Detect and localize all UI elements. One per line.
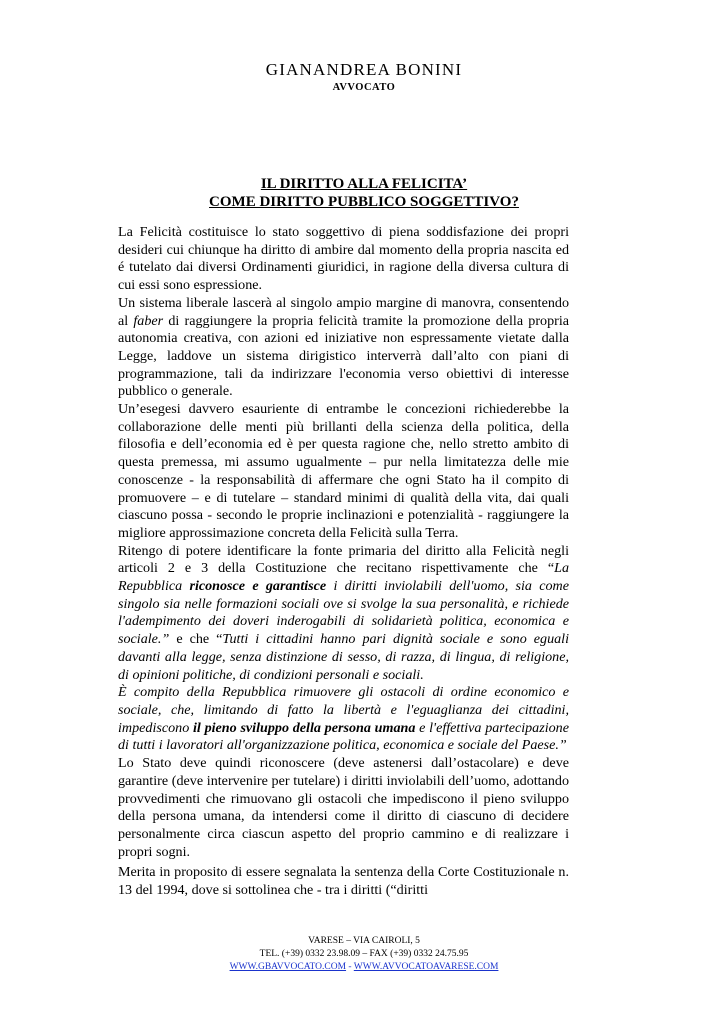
footer-links bbox=[0, 961, 728, 974]
p4-bold-italic: riconosce e garantisce bbox=[189, 578, 327, 595]
paragraph-7: Merita in proposito di essere segnalata la sentenza della Corte Costituzionale n. 13 del 1994, dove si sottolinea che - tra i diritti (“diritti bbox=[118, 864, 569, 899]
footer bbox=[0, 935, 728, 974]
footer-link-avvocatoavarese[interactable]: WWW.AVVOCATOAVARESE.COM bbox=[353, 962, 499, 972]
p4-quote-art2-end: i diritti inviolabili dell'uomo, sia come singolo sia nelle formazioni sociali ove si svolge la sua personalità, e richiede l'adempimento dei doveri inderogabili di solidarietà politica, economica e sociale.” bbox=[118, 578, 569, 648]
footer-link-separator: - bbox=[346, 962, 354, 972]
paragraph-2 bbox=[118, 295, 569, 401]
footer-link-gbavvocato[interactable]: WWW.GBAVVOCATO.COM bbox=[229, 962, 347, 972]
paragraph-4 bbox=[118, 543, 569, 685]
p5-bold-italic: il pieno sviluppo della persona umana bbox=[193, 719, 416, 736]
p5-text-c: e l'effettiva partecipazione di tutti i lavoratori all'organizzazione politica, economica e sociale del Paese.” bbox=[118, 719, 569, 754]
paragraph-6: Lo Stato deve quindi riconoscere (deve astenersi dall’ostacolare) e deve garantire (deve intervenire per tutelare) i diritti inviolabili dell’uomo, adottando provvedimenti che rimuovano gli ostacoli che impediscono il pieno sviluppo della persona umana, da intendersi come il diritto di ciascuno di decidere personalmente circa ciascun aspetto del proprio cammino e di realizzare i propri sogni. bbox=[118, 755, 569, 860]
paragraph-1: La Felicità costituisce lo stato soggettivo di piena soddisfazione dei propri desideri cui chiunque ha diritto di ambire dal momento della propria nascita ed é tutelato dai diversi Ordinamenti giuridici, in ragione della diversa cultura di cui essi sono espressione. bbox=[118, 224, 569, 294]
document-heading bbox=[0, 175, 728, 211]
p4-text-e: e che “ bbox=[169, 631, 223, 648]
p4-quote-art2-start: La Repubblica bbox=[118, 560, 569, 595]
p2-text-c: di raggiungere la propria felicità tramite la promozione della propria autonomia creativa, con azioni ed iniziative non espressamente vietate dalla Legge, laddove un sistema dirigistico interverrà dall’alto con piani di programmazione, tali da indirizzare l'economia verso obiettivi di interesse pubblico o generale. bbox=[118, 312, 569, 400]
p4-text-a: Ritengo di potere identificare la fonte primaria del diritto alla Felicità negli articoli 2 e 3 della Costituzione che recitano rispettivamente che “ bbox=[118, 542, 569, 577]
letterhead-title: AVVOCATO bbox=[332, 82, 396, 93]
letterhead bbox=[0, 60, 728, 94]
p4-quote-art3: Tutti i cittadini hanno pari dignità sociale e sono eguali davanti alla legge, senza distinzione di sesso, di razza, di lingua, di religione, di opinioni politiche, di condizioni personali e sociali. bbox=[118, 631, 569, 683]
heading-line-2: COME DIRITTO PUBBLICO SOGGETTIVO? bbox=[209, 194, 519, 210]
letterhead-name: GIANANDREA BONINI bbox=[265, 60, 463, 79]
p2-italic-faber: faber bbox=[133, 312, 164, 329]
p5-text-a: È compito della Repubblica rimuovere gli ostacoli di ordine economico e sociale, che, limitando di fatto la libertà e l'eguaglianza dei cittadini, impediscono bbox=[118, 684, 569, 736]
document-body bbox=[118, 224, 569, 900]
paragraph-5 bbox=[118, 684, 569, 755]
p2-text-a: Un sistema liberale lascerà al singolo ampio margine di manovra, consentendo al bbox=[118, 294, 569, 329]
footer-phone: TEL. (+39) 0332 23.98.09 – FAX (+39) 0332 24.75.95 bbox=[259, 949, 469, 959]
paragraph-3: Un’esegesi davvero esauriente di entrambe le concezioni richiederebbe la collaborazione delle menti più brillanti della scienza della politica, della filosofia e dell’economia ed è per questa ragione che, nello stretto ambito di questa premessa, mi assumo ugualmente – pur nella limitatezza delle mie conoscenze - la responsabilità di affermare che ogni Stato ha il compito di promuovere – e di tutelare – standard minimi di qualità della vita, dai quali ciascuno possa - secondo le proprie inclinazioni e potenzialità - raggiungere la migliore approssimazione concreta della Felicità sulla Terra. bbox=[118, 401, 569, 541]
heading-line-1: IL DIRITTO ALLA FELICITA’ bbox=[260, 176, 468, 192]
footer-address: VARESE – VIA CAIROLI, 5 bbox=[308, 936, 420, 946]
